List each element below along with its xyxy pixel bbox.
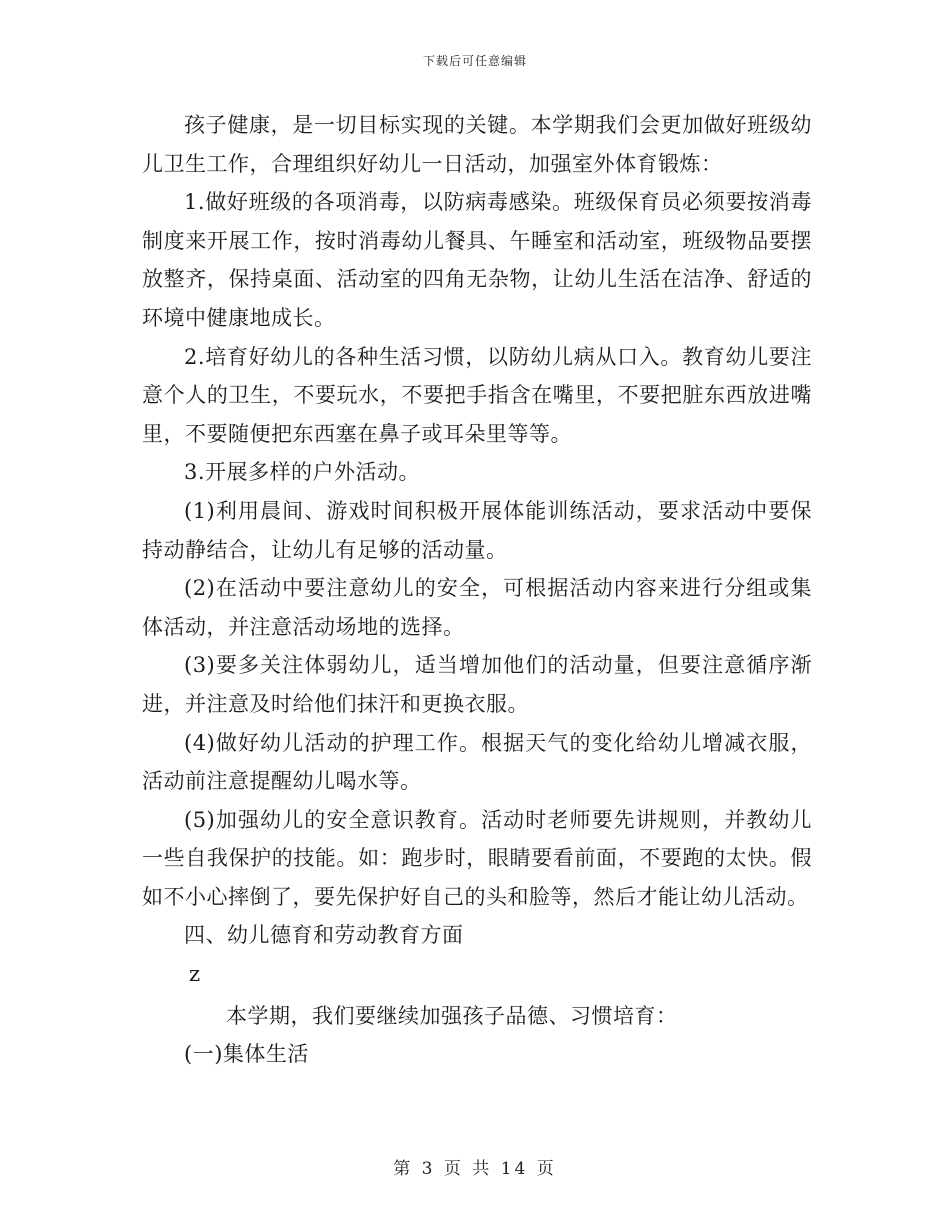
paragraph-outdoor-activities: 3.开展多样的户外活动。 xyxy=(184,460,421,485)
paragraph-item-4: (4)做好幼儿活动的护理工作。根据天气的变化给幼儿增减衣服，活动前注意提醒幼儿喝水等。 xyxy=(142,730,812,794)
section-heading-moral-education: 四、幼儿德育和劳动教育方面 xyxy=(184,923,464,948)
page-footer: 第 3 页 共 14 页 xyxy=(393,1159,557,1179)
paragraph-item-3: (3)要多关注体弱幼儿，适当增加他们的活动量，但要注意循序渐进，并注意及时给他们抹汗和更换衣服。 xyxy=(142,653,812,716)
paragraph-disinfection: 1.做好班级的各项消毒，以防病毒感染。班级保育员必须要按消毒制度来开展工作，按时消毒幼儿餐具、午睡室和活动室，班级物品要摆放整齐，保持桌面、活动室的四角无杂物，让幼儿生活在洁净、舒适的环境中健康地成长。 xyxy=(142,190,812,330)
paragraph-item-1: (1)利用晨间、游戏时间积极开展体能训练活动，要求活动中要保持动静结合，让幼儿有足够的活动量。 xyxy=(142,498,812,562)
document-body xyxy=(142,106,812,1074)
subheading-group-life: (一)集体生活 xyxy=(184,1042,309,1067)
paragraph-item-5: (5)加强幼儿的安全意识教育。活动时老师要先讲规则，并教幼儿一些自我保护的技能。如：跑步时，眼睛要看前面，不要跑的太快。假如不小心摔倒了，要先保护好自己的头和脸等，然后才能让幼儿活动。 xyxy=(142,807,812,909)
paragraph-item-2: (2)在活动中要注意幼儿的安全，可根据活动内容来进行分组或集体活动，并注意活动场地的选择。 xyxy=(142,576,812,639)
paragraph-habits: 2.培育好幼儿的各种生活习惯，以防幼儿病从口入。教育幼儿要注意个人的卫生，不要玩水，不要把手指含在嘴里，不要把脏东西放进嘴里，不要随便把东西塞在鼻子或耳朵里等等。 xyxy=(142,344,812,446)
page-header: 下载后可任意编辑 xyxy=(422,54,527,68)
paragraph-health-intro: 孩子健康，是一切目标实现的关键。本学期我们会更加做好班级幼儿卫生工作，合理组织好幼儿一日活动，加强室外体育锻炼： xyxy=(142,113,812,176)
stray-character: z xyxy=(189,962,201,987)
paragraph-moral-intro: 本学期，我们要继续加强孩子品德、习惯培育： xyxy=(226,1003,678,1028)
